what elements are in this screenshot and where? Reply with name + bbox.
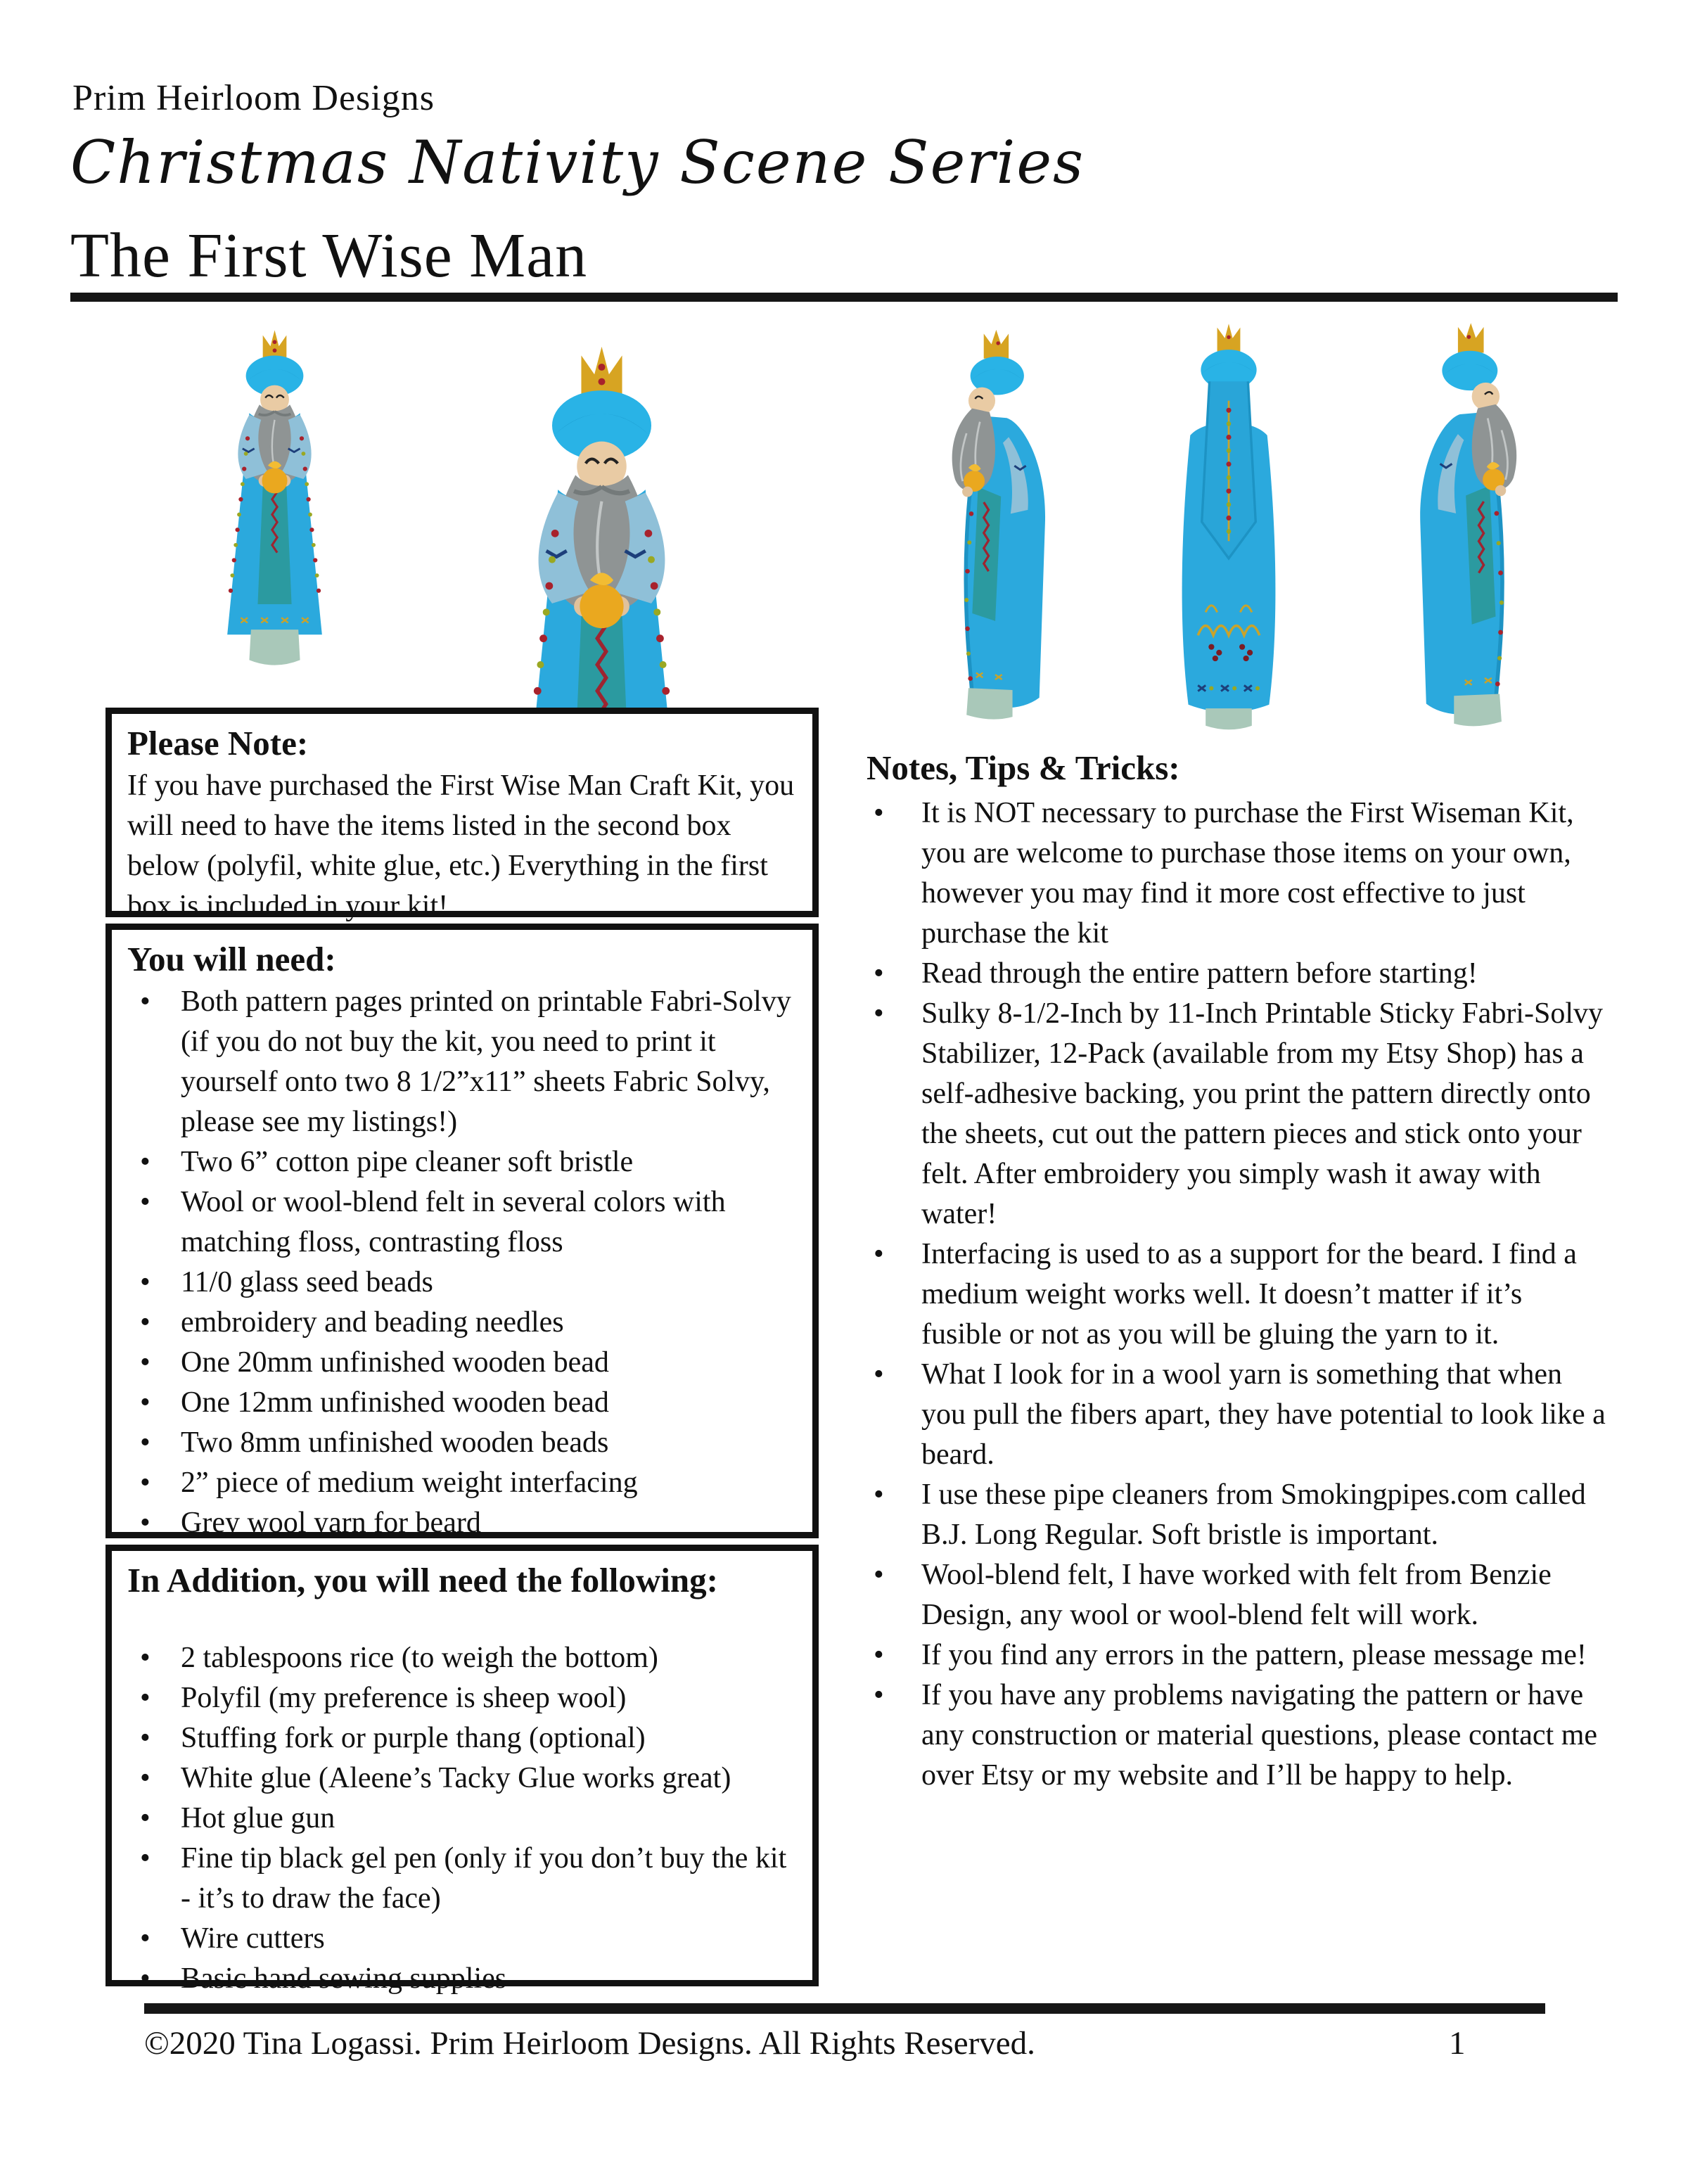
list-item: • Stuffing fork or purple thang (optional): [127, 1718, 797, 1758]
photo-side-view-left: [892, 322, 1106, 724]
list-item: • Hot glue gun: [127, 1799, 797, 1839]
you-will-need-box: [106, 924, 819, 1538]
list-item: • One 20mm unfinished wooden bead: [127, 1343, 797, 1383]
wise-man-front-illustration: [188, 320, 361, 675]
list-item: • It is NOT necessary to purchase the First Wiseman Kit, you are welcome to purchase those items on your own, however you may find it more cost effective to just purchase the kit: [867, 793, 1608, 954]
list-item: • I use these pipe cleaners from Smokingpipes.com called B.J. Long Regular. Soft bristle is important.: [867, 1475, 1608, 1555]
wise-man-side-left-illustration: [892, 322, 1106, 724]
list-item: • Two 6” cotton pipe cleaner soft bristle: [127, 1142, 797, 1182]
list-item: • 2 tablespoons rice (to weigh the bottom): [127, 1638, 797, 1678]
list-item: • White glue (Aleene’s Tacky Glue works great): [127, 1758, 797, 1799]
wise-man-closeup-illustration: [456, 329, 748, 710]
in-addition-box: [106, 1545, 819, 1995]
list-item: • If you have any problems navigating the pattern or have any construction or material questions, please contact me over Etsy or my website and I’ll be happy to help.: [867, 1675, 1608, 1796]
list-item: • Wire cutters: [127, 1919, 797, 1959]
list-item: • Fine tip black gel pen (only if you don’t buy the kit - it’s to draw the face): [127, 1839, 797, 1919]
photo-back-view: [1120, 318, 1338, 732]
list-item: • Wool-blend felt, I have worked with felt from Benzie Design, any wool or wool-blend felt will work.: [867, 1555, 1608, 1635]
list-item: • Basic hand sewing supplies: [127, 1959, 797, 1999]
you-will-need-list: [127, 982, 797, 1543]
list-item: • 2” piece of medium weight interfacing: [127, 1463, 797, 1503]
photo-front-closeup: [456, 329, 748, 710]
wise-man-side-right-illustration: [1338, 315, 1598, 732]
list-item: • Read through the entire pattern before starting!: [867, 954, 1608, 994]
list-item: • What I look for in a wool yarn is something that when you pull the fibers apart, they have potential to look like a beard.: [867, 1355, 1608, 1475]
list-item: • Two 8mm unfinished wooden beads: [127, 1423, 797, 1463]
page-title: The First Wise Man: [70, 221, 588, 290]
brand-name: Prim Heirloom Designs: [72, 78, 435, 118]
list-item: • Polyfil (my preference is sheep wool): [127, 1678, 797, 1718]
you-will-need-heading: You will need:: [127, 940, 336, 978]
photo-front-view: [188, 320, 361, 675]
list-item: • Interfacing is used to as a support for the beard. I find a medium weight works well. It doesn’t matter if it’s fusible or not as you will be gluing the yarn to it.: [867, 1234, 1608, 1355]
header-rule: [70, 293, 1618, 302]
page-number: 1: [1449, 2025, 1466, 2062]
list-item: • Sulky 8-1/2-Inch by 11-Inch Printable Sticky Fabri-Solvy Stabilizer, 12-Pack (available from my Etsy Shop) has a self-adhesive backing, you print the pattern directly onto the sheets, cut out the pattern pieces and stick onto your felt. After embroidery you simply wash it away with water!: [867, 994, 1608, 1234]
notes-tips-heading: Notes, Tips & Tricks:: [867, 748, 1180, 787]
photo-side-view-right: [1338, 315, 1598, 732]
list-item: • Both pattern pages printed on printable Fabri-Solvy (if you do not buy the kit, you need to print it yourself onto two 8 1/2”x11” sheets Fabric Solvy, please see my listings!): [127, 982, 797, 1142]
list-item: • One 12mm unfinished wooden bead: [127, 1383, 797, 1423]
copyright-text: ©2020 Tina Logassi. Prim Heirloom Designs. All Rights Reserved.: [144, 2025, 1035, 2062]
list-item: • Grey wool yarn for beard: [127, 1503, 797, 1543]
please-note-box: [106, 708, 819, 922]
in-addition-list: [127, 1638, 797, 1999]
wise-man-back-illustration: [1120, 318, 1338, 732]
please-note-heading: Please Note:: [127, 724, 309, 762]
please-note-body: If you have purchased the First Wise Man Craft Kit, you will need to have the items listed in the second box below (polyfil, white glue, etc.) Everything in the first box is included in your kit!: [127, 769, 795, 922]
series-title: Christmas Nativity Scene Series: [70, 128, 1085, 197]
notes-tips-list: [867, 793, 1608, 1796]
in-addition-heading: In Addition, you will need the following:: [127, 1561, 718, 1599]
notes-tips-section: [867, 747, 1608, 1796]
list-item: • embroidery and beading needles: [127, 1303, 797, 1343]
list-item: • Wool or wool-blend felt in several colors with matching floss, contrasting floss: [127, 1182, 797, 1263]
list-item: • If you find any errors in the pattern, please message me!: [867, 1635, 1608, 1675]
footer-rule: [144, 2003, 1545, 2014]
list-item: • 11/0 glass seed beads: [127, 1263, 797, 1303]
